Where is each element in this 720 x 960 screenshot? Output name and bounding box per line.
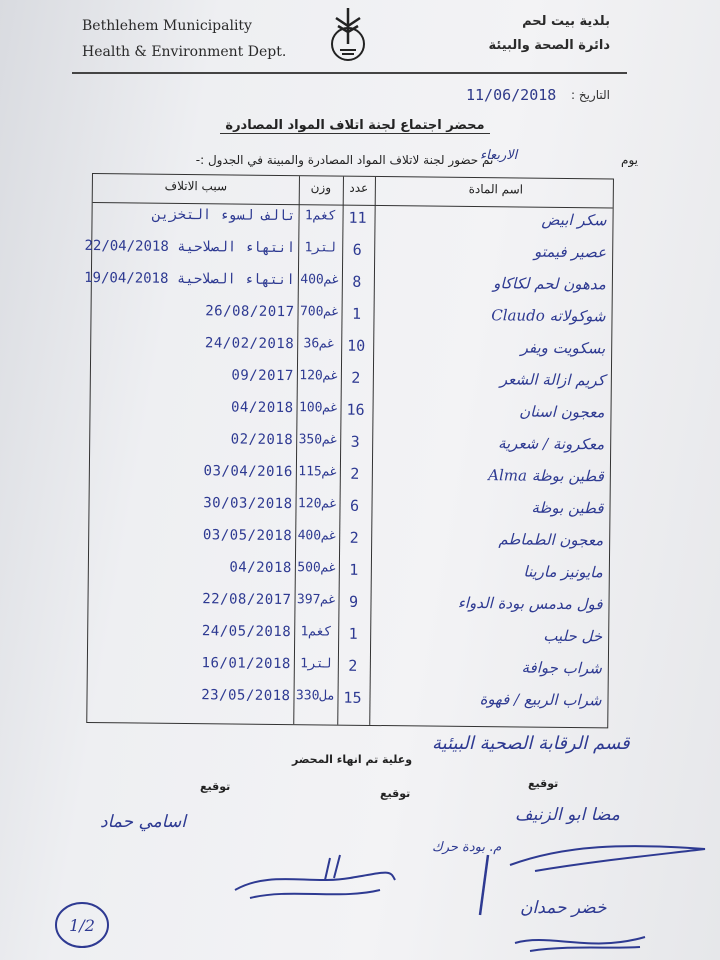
item-name: مايونيز مارينا xyxy=(523,562,603,582)
item-name: فول مدمس بودة الدواء xyxy=(457,593,603,614)
signatory-name: م. بودة حرك xyxy=(432,840,502,855)
item-reason: 02/2018 xyxy=(230,431,294,449)
item-qty: 10 xyxy=(347,336,366,355)
confiscated-items-table xyxy=(86,173,614,728)
signatory-name: اسامي حماد xyxy=(100,812,186,832)
item-weight: 115غم xyxy=(298,464,338,480)
item-qty: 9 xyxy=(348,592,359,611)
signature-scribble xyxy=(230,850,400,910)
item-name: سكر ابيض xyxy=(541,210,607,230)
item-reason: 22/08/2017 xyxy=(202,591,292,609)
department-handwritten: قسم الرقابة الصحية البيئية xyxy=(432,733,630,754)
item-qty: 6 xyxy=(352,240,362,259)
header-weight: وزن xyxy=(310,180,332,195)
table-row xyxy=(88,588,608,622)
item-weight: 397غم xyxy=(296,592,337,608)
item-weight: 500غم xyxy=(297,560,337,576)
item-name: قطين بوظة xyxy=(531,498,604,518)
table-row xyxy=(88,620,608,654)
item-qty: 2 xyxy=(349,528,359,547)
header-item-name: اسم المادة xyxy=(468,181,524,197)
signature-stroke xyxy=(470,850,500,920)
item-qty: 15 xyxy=(343,688,362,707)
item-weight: 700غم xyxy=(299,304,340,320)
signature-label: توقيع xyxy=(528,777,559,790)
dept-name-ar: دائرة الصحة والبيئة xyxy=(488,38,610,53)
item-weight: 400غم xyxy=(297,528,337,544)
item-weight: 400غم xyxy=(300,272,340,288)
table-row xyxy=(91,332,611,366)
org-name-en: Bethlehem Municipality xyxy=(82,18,252,34)
item-name: معكرونة / شعرية xyxy=(497,434,605,454)
signature-label: توقيع xyxy=(200,780,231,793)
table-row xyxy=(90,428,610,462)
item-name: بسكويت ويفر xyxy=(520,338,606,358)
item-reason: 30/03/2018 xyxy=(203,495,293,513)
closing-statement: وعلية تم انهاء المحضر xyxy=(292,753,413,766)
item-name: شراب جوافة xyxy=(521,658,602,678)
document-title: محضر اجتماع لجنة اتلاف المواد المصادرة xyxy=(220,118,490,134)
table-row xyxy=(89,556,609,590)
item-reason: 23/05/2018 xyxy=(201,687,291,705)
date-label: التاريخ : xyxy=(570,88,610,102)
header-rule xyxy=(72,72,627,74)
item-weight: 350غم xyxy=(298,432,338,448)
item-name: مدهون لحم لكاكاو xyxy=(493,274,606,294)
item-reason: 19/04/2018 انتهاء الصلاحية xyxy=(84,269,295,289)
item-name: قطين بوظة Alma xyxy=(488,466,604,486)
header-qty: عدد xyxy=(349,180,369,195)
item-weight: 1كغم xyxy=(304,208,337,224)
item-qty: 2 xyxy=(351,368,361,387)
item-qty: 1 xyxy=(349,560,359,579)
table-row xyxy=(87,684,607,718)
table-row xyxy=(84,268,612,302)
item-qty: 2 xyxy=(348,656,358,675)
signatory-name: مضا ابو الزنيف xyxy=(515,805,620,825)
item-reason: 24/02/2018 xyxy=(204,335,295,353)
item-name: عصير فيمتو xyxy=(533,242,607,262)
item-reason: 22/04/2018 انتهاء الصلاحية xyxy=(84,237,296,257)
table-row xyxy=(84,236,612,270)
item-weight: 100غم xyxy=(298,400,339,416)
signature-scribble xyxy=(505,835,715,875)
dept-name-en: Health & Environment Dept. xyxy=(82,44,287,60)
page-number-circle xyxy=(52,898,112,952)
table-row xyxy=(92,204,612,238)
signature-label: توقيع xyxy=(380,787,411,800)
item-name: خل حليب xyxy=(543,626,603,646)
item-weight: 1لتر xyxy=(304,240,336,256)
item-qty: 16 xyxy=(346,400,365,419)
intro-text: تم حضور لجنة لاتلاف المواد المصادرة والمبينة في الجدول :- xyxy=(195,153,494,167)
item-weight: 120غم xyxy=(299,368,339,384)
item-name: شوكولاته Claudo xyxy=(491,306,606,326)
item-reason: تالف لسوء التخزين xyxy=(152,206,296,225)
item-reason: 04/2018 xyxy=(229,559,292,577)
item-qty: 3 xyxy=(350,432,360,451)
item-qty: 1 xyxy=(351,304,362,323)
header-reason: سبب الاتلاف xyxy=(164,178,228,194)
item-reason: 04/2018 xyxy=(230,399,294,417)
item-reason: 26/08/2017 xyxy=(205,303,295,321)
item-weight: 1كغم xyxy=(300,624,332,640)
item-qty: 8 xyxy=(352,272,362,291)
table-row xyxy=(89,492,609,526)
item-reason: 03/05/2018 xyxy=(202,527,293,545)
item-reason: 16/01/2018 xyxy=(201,655,291,673)
intro-line xyxy=(196,153,638,167)
item-qty: 11 xyxy=(348,208,367,227)
item-weight: 120غم xyxy=(297,496,338,512)
intro-day: الاربعاء xyxy=(480,148,518,163)
item-qty: 1 xyxy=(348,624,358,643)
item-weight: 330مل xyxy=(295,688,336,704)
date-value: 11/06/2018 xyxy=(466,86,557,104)
item-name: معجون الطماطم xyxy=(498,530,604,550)
item-name: كريم ازالة الشعر xyxy=(499,370,605,390)
table-row xyxy=(91,364,611,398)
table-row xyxy=(89,524,609,558)
municipality-emblem-icon xyxy=(322,4,374,64)
table-row xyxy=(91,300,611,334)
item-weight: 36غم xyxy=(303,336,335,352)
table-row xyxy=(88,652,608,686)
intro-prefix: يوم xyxy=(621,153,638,167)
org-name-ar: بلدية بيت لحم xyxy=(522,14,610,29)
item-name: معجون اسنان xyxy=(519,402,605,422)
signatory-name: خضر حمدان xyxy=(520,898,607,918)
item-qty: 2 xyxy=(350,464,360,483)
item-reason: 24/05/2018 xyxy=(201,623,292,641)
page-number: 1/2 xyxy=(69,916,95,935)
table-row xyxy=(90,460,610,494)
item-reason: 09/2017 xyxy=(231,367,294,385)
table-row xyxy=(90,396,610,430)
signature-scribble xyxy=(510,925,650,955)
item-reason: 03/04/2016 xyxy=(203,463,293,481)
item-qty: 6 xyxy=(349,496,360,515)
item-weight: 1لتر xyxy=(300,656,332,672)
item-name: شراب الربيع / فهوة xyxy=(479,690,602,710)
svg-text:·····: ····· xyxy=(344,58,352,64)
